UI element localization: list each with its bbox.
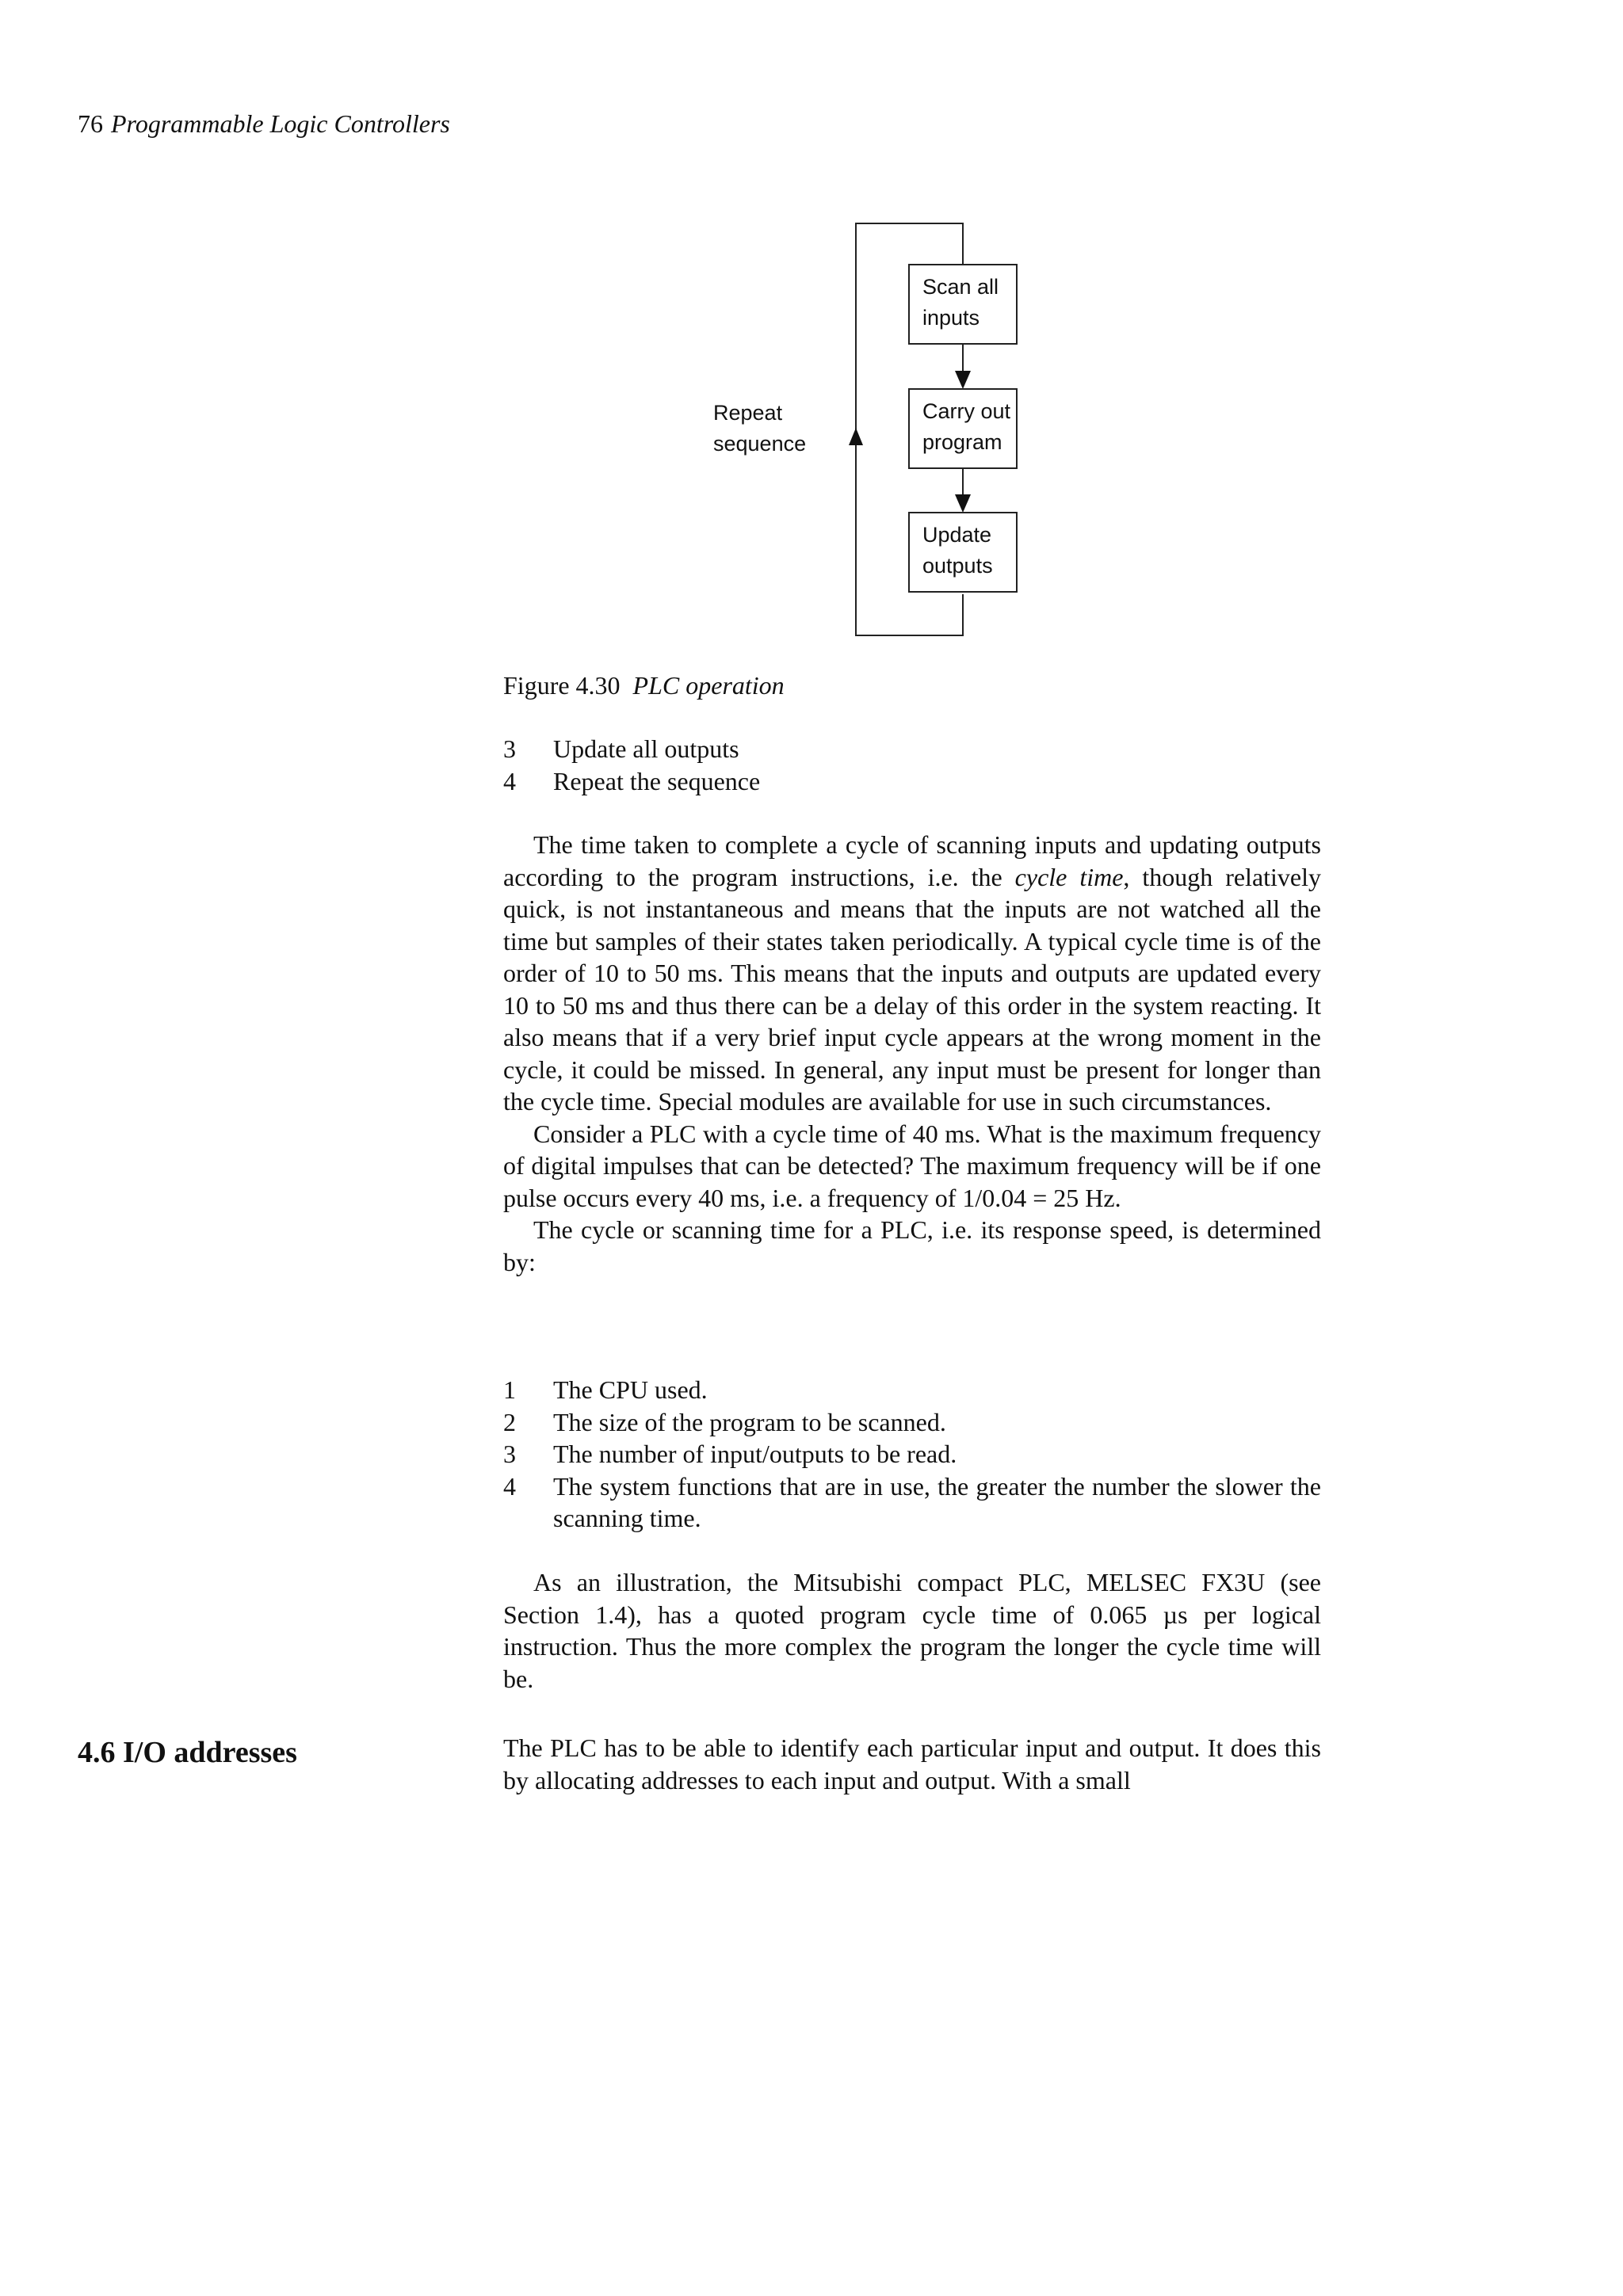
repeat-arrowhead: [849, 428, 863, 445]
body-text: [503, 829, 1321, 1278]
list-item: [503, 1470, 1321, 1535]
steps-list: [503, 733, 1321, 797]
list-number: 3: [503, 1440, 516, 1468]
para1-after: , though relatively quick, is not instantaneous and means that the inputs are not watched all the time but samples of their states taken periodically. A typical cycle time is of the order of 10 to 50 ms. This means that the inputs and outputs are updated every 10 to 50 ms and thus there can be a delay of this order in the system reacting. It also means that if a very brief input cycle appears at the wrong moment in the cycle, it could be missed. In general, any input must be present for longer than the cycle time. Special modules are available for use in such circumstances.: [503, 862, 1322, 1116]
list-item: [503, 1374, 1321, 1406]
box-carry-out-program: [908, 388, 1018, 469]
book-title: Programmable Logic Controllers: [111, 109, 450, 138]
box-scan-all-inputs: [908, 264, 1018, 345]
paragraph-frequency-example: Consider a PLC with a cycle time of 40 ms. What is the maximum frequency of digital impulses that can be detected? The maximum frequency will be if one pulse occurs every 40 ms, i.e. a frequency of 1/0.04 = 25 Hz.: [503, 1119, 1321, 1212]
section-heading: 4.6 I/O addresses: [78, 1736, 297, 1769]
box-update-line-2: outputs: [922, 554, 993, 578]
box-update-outputs: [908, 512, 1018, 593]
list-text: The number of input/outputs to be read.: [553, 1440, 957, 1468]
list-number: 4: [503, 766, 516, 795]
para1-before: The time taken to complete a cycle of scanning inputs and updating outputs according to the program instructions, i.e. the: [503, 830, 1321, 891]
running-head: [78, 108, 450, 139]
list-number: 1: [503, 1375, 516, 1404]
figure-caption-text: PLC operation: [632, 671, 785, 700]
list-number: 3: [503, 734, 516, 763]
arrowhead-program-to-update: [955, 494, 971, 513]
cycle-time-term: cycle time: [1014, 862, 1124, 891]
list-item: [503, 733, 1321, 765]
paragraph-determined-by: The cycle or scanning time for a PLC, i.e. its response speed, is determined by:: [503, 1215, 1321, 1276]
repeat-sequence-label: [713, 398, 824, 460]
box-update-line-1: Update: [922, 523, 992, 547]
paragraph-cycle-time: [503, 829, 1321, 1118]
list-text: Update all outputs: [553, 734, 739, 763]
page-number: 76: [78, 109, 103, 138]
box-scan-line-1: Scan all: [922, 275, 999, 299]
list-item: [503, 765, 1321, 798]
list-item: [503, 1438, 1321, 1470]
section-text: [503, 1732, 1321, 1796]
list-number: 2: [503, 1407, 516, 1436]
illustration-text: [503, 1566, 1321, 1695]
list-text: The size of the program to be scanned.: [553, 1407, 946, 1436]
paragraph-mitsubishi: As an illustration, the Mitsubishi compact PLC, MELSEC FX3U (see Section 1.4), has a quoted program cycle time of 0.065 µs per logical instruction. Thus the more complex the program the longer the cycle time will be.: [503, 1568, 1321, 1693]
box-program-line-1: Carry out: [922, 399, 1011, 423]
repeat-label-line-1: Repeat: [713, 401, 783, 425]
arrowhead-scan-to-program: [955, 371, 971, 389]
box-scan-line-2: inputs: [922, 306, 980, 330]
list-number: 4: [503, 1471, 516, 1501]
list-text: The system functions that are in use, the greater the number the slower the scanning time.: [553, 1471, 1321, 1532]
list-item: [503, 1406, 1321, 1439]
repeat-label-line-2: sequence: [713, 432, 807, 456]
list-text: The CPU used.: [553, 1375, 708, 1404]
list-text: Repeat the sequence: [553, 766, 761, 795]
paragraph-io-addresses: The PLC has to be able to identify each particular input and output. It does this by allocating addresses to each input and output. With a small: [503, 1733, 1321, 1794]
box-program-line-2: program: [922, 430, 1002, 454]
figure-caption: [503, 669, 785, 701]
factors-list: [503, 1374, 1321, 1535]
plc-operation-flowchart: [713, 214, 1046, 642]
figure-number: Figure 4.30: [503, 671, 621, 700]
